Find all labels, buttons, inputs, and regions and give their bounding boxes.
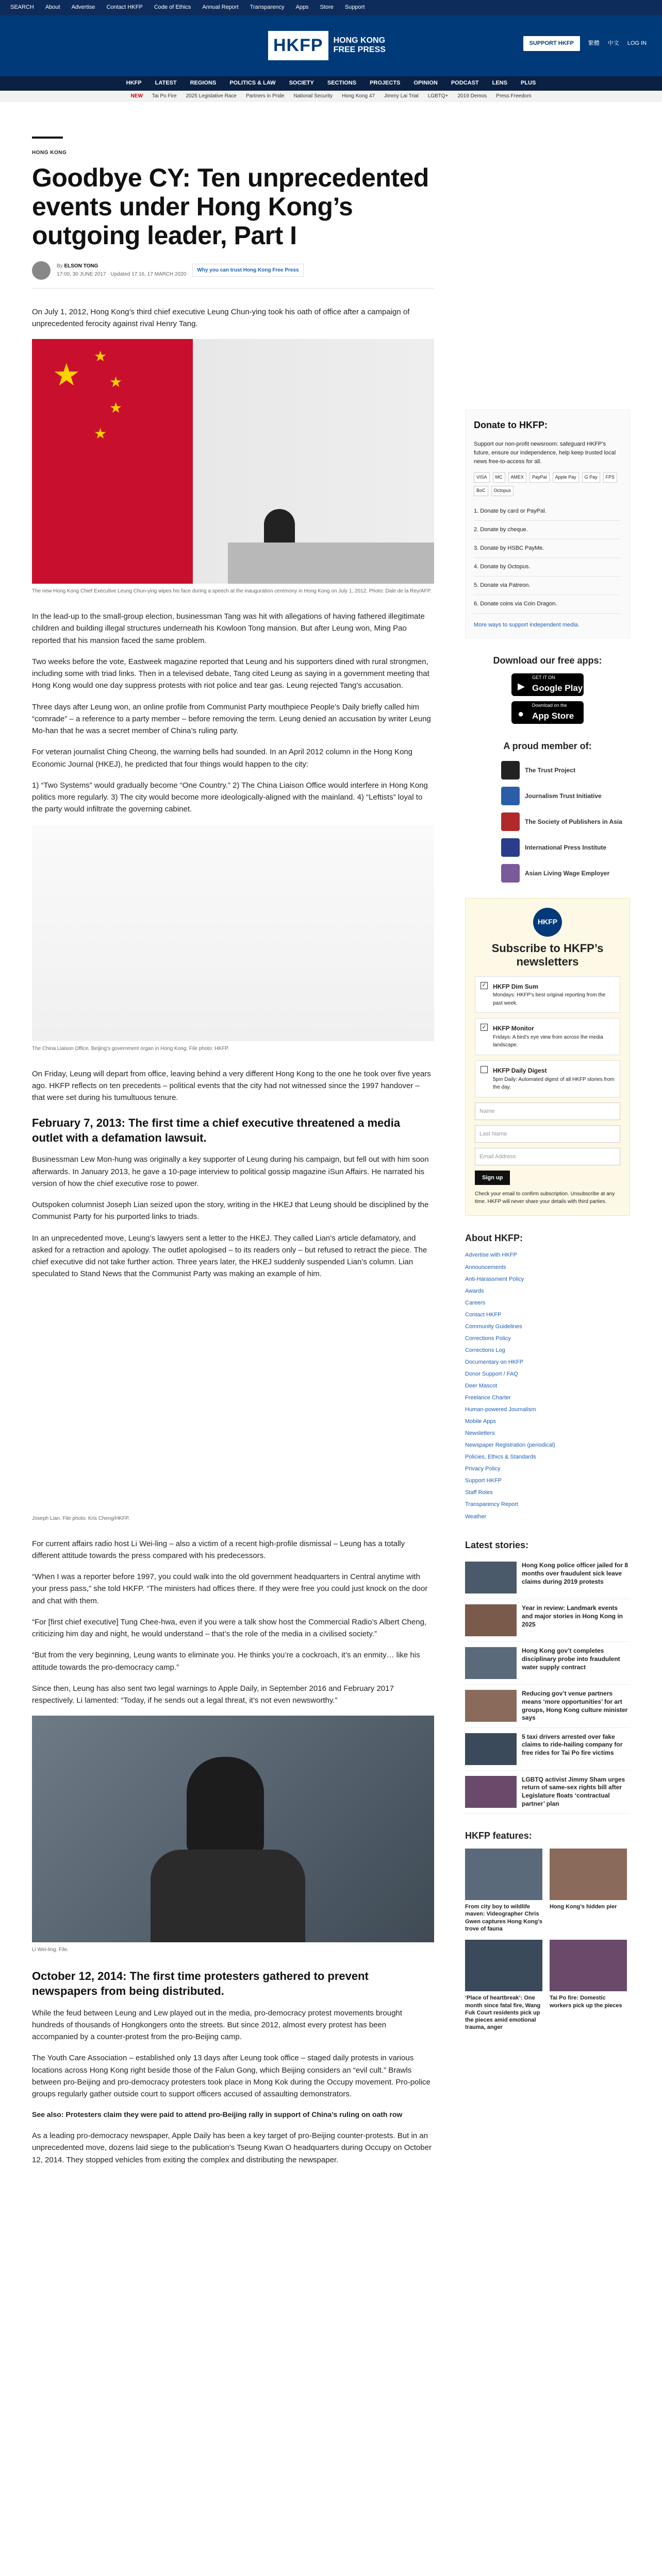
paragraph: For current affairs radio host Li Wei-ling – also a victim of a recent high-profile dismissal – Leung has a totally different attitude towards the press compared with his predecessors. bbox=[32, 1539, 405, 1560]
trust-project-icon bbox=[501, 761, 520, 779]
paragraph: In an unprecedented move, Leung’s lawyers sent a letter to the HKEJ. They called Lian’s article defamatory, and asked for a retraction and apology. The outlet apologised – to its readers only – but refused to retract the piece. The chief executive did not take further action. Three years later, the HKEJ suddenly suspended Lian’s column. Lian speculated to Stand News that the Communist Party was making an example of him. bbox=[32, 1233, 427, 1279]
trending-link[interactable]: Press Freedom bbox=[496, 93, 532, 99]
paragraph: For veteran journalist Ching Cheong, the warning bells had sounded. In an April 2012 column in the Hong Kong Economic Journal (HKEJ), he predicted that four things would happen to the city: bbox=[32, 748, 412, 769]
paragraph: On Friday, Leung will depart from office, leaving behind a very different Hong Kong to the one he took over five years ago. HKFP reflects on ten precedents – political events that the city had not witnessed since the 1997 handover – that were set during his tumultuous tenure. bbox=[32, 1069, 431, 1102]
paragraph: Three days after Leung won, an online profile from Communist Party mouthpiece People’s Daily briefly called him “comrade” – a reference to a party member – before removing the term. Leung denied an accusation by writer Leung Mo-han that he was a secret member of China’s ruling party. bbox=[32, 702, 431, 735]
trust-badge[interactable]: Why you can trust Hong Kong Free Press bbox=[192, 264, 303, 277]
newsletter-logo: HKFP bbox=[533, 908, 562, 937]
login-link[interactable]: LOG IN bbox=[627, 40, 647, 46]
about-link[interactable]: Documentary on HKFP bbox=[465, 1359, 524, 1365]
feature-story[interactable] bbox=[465, 1940, 542, 2031]
donate-widget bbox=[465, 410, 630, 638]
nav-item[interactable]: LENS bbox=[492, 80, 507, 87]
story-headline: Hong Kong gov’t completes disciplinary probe into fraudulent water supply contract bbox=[522, 1647, 620, 1671]
main-nav bbox=[0, 76, 662, 91]
paragraph: In the lead-up to the small-group election, businessman Tang was hit with allegations of having fathered illegitimate children and building illegal structures underneath his Kowloon Tong mansion. But after Leung won, Ming Pao reported that his mansion faced the same problem. bbox=[32, 612, 425, 645]
section-heading: October 12, 2014: The first time protesters gathered to prevent newspapers from being distributed. bbox=[32, 1970, 369, 1998]
trending-link[interactable]: 2019 Demos bbox=[457, 93, 487, 99]
newsletter-note: Check your email to confirm subscription. Unsubscribe at any time. HKFP will never share your details with third parties. bbox=[475, 1191, 615, 1205]
about-link[interactable]: Weather bbox=[465, 1513, 487, 1520]
feature-headline: ‘Place of heartbreak’: One month since fatal fire, Wang Fuk Court residents pick up the pieces amid emotional trauma, anger bbox=[465, 1995, 541, 2031]
nav-item[interactable]: SOCIETY bbox=[289, 80, 314, 87]
checkbox[interactable] bbox=[481, 1066, 488, 1073]
story-thumbnail bbox=[465, 1562, 517, 1594]
support-hkfp-button[interactable]: SUPPORT HKFP bbox=[523, 36, 580, 51]
about-widget bbox=[465, 1231, 630, 1523]
lang-sc-link[interactable]: 中文 bbox=[607, 40, 619, 46]
story-headline: 5 taxi drivers arrested over fake claims to ride-hailing company for free rides for Tai Po fire victims bbox=[522, 1733, 623, 1756]
nav-item[interactable]: HKFP bbox=[126, 80, 142, 87]
latest-story[interactable] bbox=[465, 1599, 630, 1642]
checkbox[interactable]: ✓ bbox=[481, 1024, 488, 1031]
about-link[interactable]: Advertise with HKFP bbox=[465, 1252, 517, 1259]
nav-item[interactable]: PROJECTS bbox=[370, 80, 401, 87]
member-logo[interactable]: Journalism Trust Initiative bbox=[501, 787, 630, 805]
li-wei-ling-photo bbox=[32, 1716, 434, 1942]
paragraph: “For [first chief executive] Tung Chee-hwa, even if you were a talk show host the Commercial Radio’s Albert Cheng, criticizing him day and night, he would understand – that’s the role of the media in a civilised society.” bbox=[32, 1617, 427, 1639]
google-play-button[interactable]: ▶ GET IT ON Google Play bbox=[511, 673, 584, 696]
story-headline: LGBTQ activist Jimmy Sham urges return of same-sex rights bill after Legislature floats ‘contractual partner’ plan bbox=[522, 1775, 625, 1807]
about-link[interactable]: Donor Support / FAQ bbox=[465, 1370, 518, 1377]
paragraph: Businessman Lew Mon-hung was originally a key supporter of Leung during his campaign, but fell out with him soon afterwards. In January 2013, he gave a 10-page interview to political gossip magazine iSun Affairs. He narrated his version of how the chief executive rose to power. bbox=[32, 1155, 429, 1188]
about-link[interactable]: Awards bbox=[465, 1287, 484, 1294]
author-name[interactable]: ELSON TONG bbox=[64, 263, 98, 269]
paragraph: “When I was a reporter before 1997, you could walk into the old government headquarters in Central anytime with your press pass,” she told HKFP. “The ministers had offices there. If they were free you could just knock on the door and chat with them. bbox=[32, 1572, 428, 1605]
nav-item[interactable]: SECTIONS bbox=[327, 80, 357, 87]
story-thumbnail bbox=[465, 1776, 517, 1808]
latest-story[interactable] bbox=[465, 1771, 630, 1814]
trending-link[interactable]: Partners in Pride bbox=[246, 93, 285, 99]
feature-story[interactable] bbox=[550, 1940, 627, 2031]
newsletter-option[interactable]: HKFP Daily Digest 5pm Daily: Automated digest of all HKFP stories from the day. bbox=[475, 1060, 620, 1097]
photo-caption: Li Wei-ling. File. bbox=[32, 1947, 69, 1953]
apps-title: Download our free apps: bbox=[493, 655, 602, 666]
trending-link[interactable]: 2025 Legislative Race bbox=[186, 93, 237, 99]
about-link[interactable]: Policies, Ethics & Standards bbox=[465, 1454, 536, 1461]
paragraph: While the feud between Leung and Lew played out in the media, pro-democracy protest movements brought hundreds of thousands of Hongkongers onto the streets. But since 2012, almost every protest has been accompanied by a counter-protest from the pro-Beijing camp. bbox=[32, 2008, 402, 2042]
payment-icons bbox=[474, 472, 621, 496]
lang-tc-link[interactable]: 繁體 bbox=[588, 40, 600, 46]
top-utility-bar bbox=[0, 0, 662, 15]
story-thumbnail bbox=[465, 1647, 517, 1679]
first-name-input[interactable]: Name bbox=[475, 1103, 620, 1120]
site-header bbox=[0, 15, 662, 76]
mastercard-icon: MC bbox=[493, 472, 505, 483]
joseph-lian-photo bbox=[32, 1290, 434, 1511]
apple-icon: ● bbox=[518, 708, 524, 720]
article-kicker[interactable]: HONG KONG bbox=[32, 150, 67, 156]
nav-item[interactable]: POLITICS & LAW bbox=[229, 80, 276, 87]
story-headline: Year in review: Landmark events and major stories in Hong Kong in 2025 bbox=[522, 1604, 623, 1628]
story-headline: Reducing gov’t venue partners means ‘more opportunities’ for art groups, Hong Kong culture minister says bbox=[522, 1690, 628, 1722]
member-logo[interactable]: International Press Institute bbox=[501, 838, 630, 857]
paragraph: Two weeks before the vote, Eastweek magazine reported that Leung and his supporters dined with rural strongmen, including some with triad links. Then in a televised debate, Tang cited Leung as saying in a government meeting that Hong Kong would one day suppress protests with riot police and tear gas. Leung rejected Tang’s accusation. bbox=[32, 657, 429, 690]
member-logo[interactable]: The Trust Project bbox=[501, 761, 630, 779]
feature-thumbnail bbox=[465, 1849, 542, 1900]
photo-caption: Joseph Lian. File photo: Kris Cheng/HKFP. bbox=[32, 1515, 130, 1521]
ipi-icon bbox=[501, 838, 520, 857]
story-thumbnail bbox=[465, 1733, 517, 1765]
members-widget bbox=[465, 739, 630, 883]
google-pay-icon: G Pay bbox=[582, 472, 600, 483]
nav-item[interactable]: PLUS bbox=[520, 80, 536, 87]
ethics-link[interactable]: Code of Ethics bbox=[154, 4, 191, 11]
donate-option[interactable]: 5. Donate via Patreon. bbox=[474, 577, 621, 595]
feature-thumbnail bbox=[550, 1849, 627, 1900]
latest-story[interactable] bbox=[465, 1642, 630, 1685]
donate-option[interactable]: 1. Donate by card or PayPal. bbox=[474, 502, 621, 521]
latest-story[interactable] bbox=[465, 1685, 630, 1727]
feature-headline: From city boy to wildlife maven: Videographer Chris Gwen captures Hong Kong’s trove of fauna bbox=[465, 1904, 542, 1932]
living-wage-icon bbox=[501, 864, 520, 883]
feature-headline: Tai Po fire: Domestic workers pick up the pieces bbox=[550, 1995, 622, 2009]
about-link[interactable]: Newspaper Registration (periodical) bbox=[465, 1442, 555, 1449]
about-link[interactable]: Support HKFP bbox=[465, 1478, 502, 1484]
feature-thumbnail bbox=[465, 1940, 542, 1991]
about-link[interactable]: Deer Mascot bbox=[465, 1382, 498, 1389]
about-link[interactable]: Anti-Harassment Policy bbox=[465, 1276, 524, 1282]
about-title: About HKFP: bbox=[465, 1232, 523, 1243]
trending-link[interactable]: Tai Po Fire bbox=[152, 93, 177, 99]
newsletter-widget bbox=[465, 898, 630, 1216]
boc-icon: BoC bbox=[474, 486, 488, 496]
transparency-link[interactable]: Transparency bbox=[250, 4, 285, 11]
paragraph: “But from the very beginning, Leung wants to eliminate you. He thinks you’re a cockroach, it’s an enmity… like his attitude towards the pro-democracy camp.” bbox=[32, 1651, 420, 1672]
donate-option[interactable]: 6. Donate coins via Coin Dragon. bbox=[474, 595, 621, 614]
member-logo[interactable]: The Society of Publishers in Asia bbox=[501, 812, 630, 831]
email-input[interactable]: Email Address bbox=[475, 1148, 620, 1165]
search-link[interactable]: SEARCH bbox=[10, 4, 34, 11]
donate-option[interactable]: 4. Donate by Octopus. bbox=[474, 558, 621, 577]
amex-icon: AMEX bbox=[508, 472, 527, 483]
about-link[interactable]: Corrections Log bbox=[465, 1347, 505, 1353]
paragraph: Since then, Leung has also sent two legal warnings to Apple Daily, in September 2016 and February 2017 respectively. Li lamented: “Today, if he sends out a legal threat, it’s not even newsworthy.” bbox=[32, 1684, 394, 1705]
trending-bar bbox=[0, 91, 662, 102]
about-link[interactable]: Contact HKFP bbox=[465, 1311, 502, 1318]
feature-story[interactable] bbox=[550, 1849, 627, 1933]
donate-title: Donate to HKFP: bbox=[474, 420, 548, 430]
feature-headline: Hong Kong’s hidden pier bbox=[550, 1904, 617, 1910]
advertise-link[interactable]: Advertise bbox=[71, 4, 95, 11]
member-logo[interactable]: Asian Living Wage Employer bbox=[501, 864, 630, 883]
trending-link[interactable]: LGBTQ+ bbox=[427, 93, 449, 99]
trending-link[interactable]: Jimmy Lai Trial bbox=[384, 93, 419, 99]
store-link[interactable]: Store bbox=[320, 4, 334, 11]
about-link[interactable]: Announcements bbox=[465, 1264, 506, 1270]
nav-item[interactable]: LATEST bbox=[155, 80, 177, 87]
latest-story[interactable] bbox=[465, 1728, 630, 1771]
sopa-icon bbox=[501, 812, 520, 831]
latest-story[interactable] bbox=[465, 1556, 630, 1599]
donate-option[interactable]: 2. Donate by cheque. bbox=[474, 521, 621, 539]
site-logo[interactable] bbox=[268, 31, 386, 60]
new-label: NEW bbox=[130, 93, 143, 99]
byline: By ELSON TONG 17:00, 30 JUNE 2017 · Updated 17:16, 17 MARCH 2020 Why you can trust Hong Kong Free Press bbox=[32, 261, 434, 289]
donate-intro[interactable]: Support our non-profit newsroom: safeguard HKFP’s future, ensure our independence, help keep trusted local news free-to-access for all. bbox=[474, 440, 616, 465]
photo-caption: The new Hong Kong Chief Executive Leung Chun-ying wipes his face during a speech at the inauguration ceremony in Hong Kong on July 1, 2012. Photo: Dale de la Rey/AFP. bbox=[32, 588, 432, 594]
about-link[interactable]: Mobile Apps bbox=[465, 1418, 496, 1425]
logo-text: HONG KONG FREE PRESS bbox=[333, 36, 386, 55]
trending-link[interactable]: National Security bbox=[293, 93, 333, 99]
logo-mark: HKFP bbox=[268, 31, 328, 60]
latest-widget bbox=[465, 1538, 630, 1814]
jti-icon bbox=[501, 787, 520, 805]
latest-title: Latest stories: bbox=[465, 1539, 529, 1550]
section-heading: February 7, 2013: The first time a chief executive threatened a media outlet with a defamation lawsuit. bbox=[32, 1116, 401, 1144]
apps-link[interactable]: Apps bbox=[295, 4, 309, 11]
last-name-input[interactable]: Last Name bbox=[475, 1125, 620, 1143]
paypal-icon: PayPal bbox=[529, 472, 550, 483]
newsletter-option[interactable]: ✓ HKFP Monitor Fridays: A bird’s eye view from across the media landscape. bbox=[475, 1018, 620, 1055]
photo-caption: The China Liaison Office, Beijing’s government organ in Hong Kong. File photo: HKFP. bbox=[32, 1045, 229, 1052]
play-icon: ▶ bbox=[518, 681, 525, 692]
support-link[interactable]: Support bbox=[344, 4, 365, 11]
paragraph: 1) “Two Systems” would gradually become “One Country.” 2) The China Liaison Office would interfere in Hong Kong politics more regularly. 3) The city would become more ideologically-aligned with the mainland. 4) “Leftists” loyal to the party would infiltrate the governing cabinet. bbox=[32, 781, 428, 814]
annual-report-link[interactable]: Annual Report bbox=[202, 4, 239, 11]
story-thumbnail bbox=[465, 1604, 517, 1636]
author-avatar bbox=[32, 261, 51, 280]
article-title: Goodbye CY: Ten unprecedented events under Hong Kong’s outgoing leader, Part I bbox=[32, 163, 429, 250]
apps-widget bbox=[465, 654, 630, 724]
apple-pay-icon: Apple Pay bbox=[553, 472, 579, 483]
members-title: A proud member of: bbox=[503, 741, 592, 752]
features-title: HKFP features: bbox=[465, 1831, 532, 1841]
signup-button[interactable]: Sign up bbox=[475, 1171, 510, 1185]
more-ways-link[interactable]: More ways to support independent media. bbox=[474, 622, 580, 629]
about-link[interactable]: Staff Roles bbox=[465, 1489, 493, 1496]
newsletter-title: Subscribe to HKFP’s newsletters bbox=[491, 942, 604, 969]
leung-inauguration-photo: ★ ★ ★ ★ ★ bbox=[32, 339, 434, 584]
header-actions bbox=[523, 36, 647, 51]
nav-item[interactable]: REGIONS bbox=[190, 80, 217, 87]
paragraph: Outspoken columnist Joseph Lian seized upon the story, writing in the HKEJ that Leung should be disciplined by the Communist Party for his purported links to triads. bbox=[32, 1200, 429, 1222]
donate-option[interactable]: 3. Donate by HSBC PayMe. bbox=[474, 539, 621, 558]
about-link[interactable]: Transparency Report bbox=[465, 1501, 518, 1508]
app-store-button[interactable]: ● Download on the App Store bbox=[511, 701, 584, 724]
about-link[interactable]: About bbox=[45, 4, 60, 11]
feature-thumbnail bbox=[550, 1940, 627, 1991]
about-link[interactable]: Human-powered Journalism bbox=[465, 1406, 536, 1413]
visa-icon: VISA bbox=[474, 472, 490, 483]
feature-story[interactable] bbox=[465, 1849, 542, 1933]
fps-icon: FPS bbox=[603, 472, 618, 483]
article bbox=[32, 137, 434, 2175]
features-widget bbox=[465, 1829, 630, 2031]
contact-link[interactable]: Contact HKFP bbox=[106, 4, 143, 11]
article-dates: 17:00, 30 JUNE 2017 · Updated 17:16, 17 MARCH 2020 bbox=[57, 271, 187, 277]
about-link[interactable]: Freelance Charter bbox=[465, 1395, 511, 1401]
title-rule bbox=[32, 137, 63, 139]
paragraph: On July 1, 2012, Hong Kong’s third chief executive Leung Chun-ying took his oath of office after a campaign of unprecedented ferocity against rival Henry Tang. bbox=[32, 307, 410, 328]
story-headline: Hong Kong police officer jailed for 8 months over fraudulent sick leave claims during 2019 protests bbox=[522, 1562, 628, 1585]
about-link[interactable]: Privacy Policy bbox=[465, 1466, 501, 1472]
about-link[interactable]: Community Guidelines bbox=[465, 1323, 522, 1330]
nav-item[interactable]: OPINION bbox=[413, 80, 438, 87]
paragraph: As a leading pro-democracy newspaper, Apple Daily has been a key target of pro-Beijing counter-protests. But in an unprecedented move, dozens laid siege to the publication’s Tseung Kwan O headquarters during Occupy on October 12, 2014. They stopped vehicles from exiting the complex and distributing the newspaper. bbox=[32, 2131, 432, 2164]
liaison-office-photo bbox=[32, 825, 434, 1041]
story-thumbnail bbox=[465, 1690, 517, 1722]
see-also-link[interactable]: See also: Protesters claim they were paid to attend pro-Beijing rally in support of China’s ruling on oath row bbox=[32, 2110, 403, 2119]
sidebar bbox=[465, 410, 630, 2031]
trending-link[interactable]: Hong Kong 47 bbox=[342, 93, 375, 99]
newsletter-option[interactable]: ✓ HKFP Dim Sum Mondays: HKFP’s best original reporting from the past week. bbox=[475, 976, 620, 1013]
octopus-icon: Octopus bbox=[491, 486, 514, 496]
nav-item[interactable]: PODCAST bbox=[451, 80, 479, 87]
checkbox[interactable]: ✓ bbox=[481, 982, 488, 989]
about-link[interactable]: Corrections Policy bbox=[465, 1335, 511, 1342]
about-link[interactable]: Careers bbox=[465, 1299, 486, 1306]
paragraph: The Youth Care Association – established only 13 days after Leung took office – staged daily protests in various locations across Hong Kong right beside those of the Falun Gong, which Beijing considers an “evil cult.” Brawls between pro-Beijing and pro-democracy protesters took place in Mong Kok during the Occupy movement. Pro-police groups regularly gather outside court to support officers accused of assaulting demonstrators. bbox=[32, 2054, 431, 2099]
about-link[interactable]: Newsletters bbox=[465, 1430, 495, 1437]
